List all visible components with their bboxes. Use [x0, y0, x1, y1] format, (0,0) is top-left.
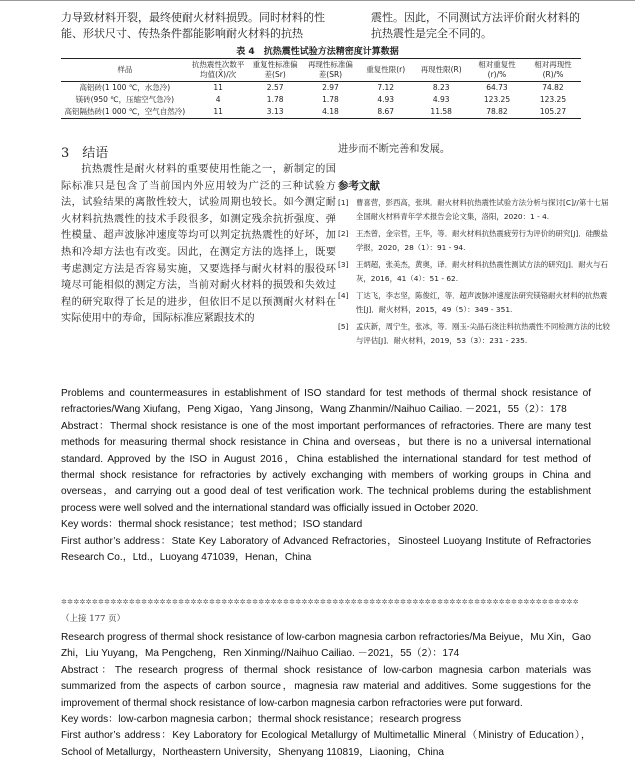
table-cell: 高铝砖(1 100 ℃，水急冷)	[79, 83, 171, 92]
abstract-address: First author’s address：State Key Laboratory of Advanced Refractories，Sinosteel Luoyang Institute of Refractories Research Co.，Ltd.，Luoyang 471039，Henan，China	[61, 535, 591, 564]
table-cell: 镁砖(950 ℃，压缩空气急冷)	[75, 95, 175, 104]
table-cell: 8.23	[432, 83, 450, 92]
references-title: 参考文献	[338, 180, 380, 192]
top-right-text: 震性。因此，不同测试方法评价耐火材料的抗热震性是完全不同的。	[371, 11, 580, 40]
abstract-title-line: Problems and countermeasures in establishment of ISO standard for test methods of thermal shock resistance of refractories/Wang Xiufang，Peng Xigao，Yang Jinsong，Wang Zhanmin//Naihuo Cailiao. －2021，55（2）：178	[61, 388, 591, 416]
header-rule	[0, 0, 635, 1]
abstract-text: Abstract：The research progress of thermal shock resistance of low-carbon magnesia carbon materials was summarized from the aspects of carbon source，magnesia raw material and additives. Some suggestions for the improvement of thermal shock resistance of low-carbon magnesia carbon refractories were put forward.	[61, 664, 591, 709]
section-continuation: 进步而不断完善和发展。	[338, 144, 451, 155]
table-cell: 7.12	[377, 83, 395, 92]
abstract-keywords: Key words：thermal shock resistance；test method；ISO standard	[61, 519, 363, 531]
table-cell: 8.67	[377, 107, 395, 116]
table-cell: 4.93	[432, 95, 450, 104]
reference-number: [5]	[338, 322, 349, 331]
reference-text: 曹喜营，彭西高，张琪．耐火材料抗热震性试验方法分析与探讨[C]//第十七届全国耐火材料青年学术报告会论文集，洛阳，2020：1 - 4.	[356, 198, 609, 221]
table-header: 再现性限(R)	[420, 65, 462, 74]
table-cell: 2.97	[322, 83, 339, 92]
table-header: 重复性限(r)	[366, 65, 406, 74]
table-cell: 1.78	[266, 95, 284, 104]
abstract-title-line: Research progress of thermal shock resistance of low-carbon magnesia carbon refractories/Ma Beiyue，Mu Xin，Gao Zhi，Liu Yuyang，Ma Pengcheng，Ren Xinming//Naihuo Cailiao. －2021，55（2）：174	[61, 632, 591, 660]
top-continuation	[61, 10, 581, 44]
table-header: 相对重复性(r)/%	[478, 60, 516, 79]
table-cell: 11.58	[430, 107, 452, 116]
abstract-address: First author’s address：Key Laboratory for Ecological Metallurgy of Multimetallic Mineral（Ministry of Education），School of Metallurgy，Northeastern University，Shenyang 110819，Liaoning，China	[61, 730, 591, 758]
reference-item	[338, 289, 610, 317]
precision-table	[61, 58, 581, 119]
table-cell: 105.27	[539, 107, 567, 116]
continued-from-note: （上接 177 页）	[61, 614, 126, 624]
table-cell: 11	[213, 83, 223, 92]
table-row	[61, 106, 581, 119]
table-cell: 78.82	[486, 107, 508, 116]
table-header-row	[61, 59, 581, 82]
english-abstract-2	[61, 630, 591, 761]
table-header: 样品	[117, 65, 133, 74]
table-header: 重复性标准偏差(Sr)	[252, 60, 298, 79]
section-body: 抗热震性是耐火材料的重要使用性能之一，新制定的国际标准只是包含了当前国内外应用较为广泛的三种试验方法，试验结果的离散性较大，试验周期也较长。如今测定耐火材料抗热震性的技术手段很多，如测定残余抗折强度、弹性模量、超声波脉冲速度等均可以判定抗热震性的好坏，加热和冷却方法也有改变。因此，在测定方法的选择上，既要考虑测定方法是否容易实施，又要选择与耐火材料的服役环境尽可能相似的测定方法，当前对耐火材料的损毁和失效过程的研究取得了长足的进步，但依旧不足以预测耐火材料在实际使用中的寿命，国际标准应紧跟技术的	[61, 164, 336, 325]
table-cell: 高铝隔热砖(1 000 ℃，空气自然冷)	[64, 107, 186, 116]
ornamental-divider: ✲✲✲✲✲✲✲✲✲✲✲✲✲✲✲✲✲✲✲✲✲✲✲✲✲✲✲✲✲✲✲✲✲✲✲✲✲✲✲✲✲✲✲✲✲✲✲✲✲✲✲✲✲✲✲✲✲✲✲✲✲✲✲✲✲✲✲✲✲✲✲✲✲✲✲✲✲✲✲✲✲✲✲✲	[61, 598, 579, 606]
reference-item	[338, 196, 610, 224]
table-row	[61, 82, 581, 95]
table-header: 相对再现性(R)/%	[534, 60, 572, 79]
reference-text: 王炳超，张美杰，黄奥，译．耐火材料抗热震性测试方法的研究[J]．耐火与石灰，2016，41（4）：51 - 62.	[356, 260, 608, 283]
table-row	[61, 94, 581, 106]
reference-number: [4]	[338, 291, 349, 300]
table-cell: 2.57	[266, 83, 284, 92]
abstract-text: Abstract：Thermal shock resistance is one of the most important performances of refractories. There are many test methods for measuring thermal shock resistance in China and overseas，but there is no a universal international standard. Approved by the ISO in August 2016，China established the international standard for test method of thermal shock resistance for refractories by actively exchanging with members of working groups in China and overseas，and carrying out a good deal of test verification work. The technical problems during the establishment process were well solved and the international standard was officially issued in October 2020.	[61, 420, 591, 514]
reference-number: [1]	[338, 198, 349, 207]
table-header: 再现性标准偏差(SR)	[307, 60, 353, 79]
table-cell: 4.18	[322, 107, 339, 116]
top-left-text: 力导致材料开裂，最终使耐火材料损毁。同时材料的性能、形状尺寸、传热条件都能影响耐火材料的抗热	[61, 11, 325, 40]
reference-item	[338, 320, 610, 348]
reference-number: [3]	[338, 260, 349, 269]
reference-text: 孟庆新，周宁生，张冰，等．刚玉-尖晶石浇注料抗热震性不同检测方法的比较与评估[J]．耐火材料，2019，53（3）：231 - 235.	[356, 322, 610, 345]
reference-item	[338, 258, 610, 286]
table-cell: 123.25	[539, 95, 567, 104]
table-cell: 123.25	[483, 95, 511, 104]
table-cell: 64.73	[486, 83, 508, 92]
table-cell: 4.93	[377, 95, 395, 104]
reference-text: 王杰曾，金宗哲，王华，等．耐火材料抗热震疲劳行为评价的研究[J]．硅酸盐学报，2020，28（1）：91 - 94.	[356, 229, 608, 252]
reference-list	[338, 196, 610, 351]
table-caption: 表 4 抗热震性试验方法精密度计算数据	[236, 47, 399, 57]
table-cell: 3.13	[266, 107, 284, 116]
table-header: 抗热震性次数平均值(X̄)/次	[191, 60, 245, 79]
table-cell: 11	[213, 107, 223, 116]
english-abstract-1	[61, 386, 591, 566]
reference-item	[338, 227, 610, 255]
reference-text: 丁达飞，李志坚，陈俊红，等．超声波脉冲速度法研究镁铬耐火材料的抗热震性[J]．耐火材料，2015，49（5）：349 - 351.	[356, 291, 608, 314]
abstract-keywords: Key words：low-carbon magnesia carbon；thermal shock resistance；research progress	[61, 714, 461, 726]
table-cell: 1.78	[322, 95, 339, 104]
section-title: 3 结语	[61, 146, 109, 161]
reference-number: [2]	[338, 229, 349, 238]
table-cell: 4	[215, 95, 221, 104]
table-cell: 74.82	[542, 83, 564, 92]
